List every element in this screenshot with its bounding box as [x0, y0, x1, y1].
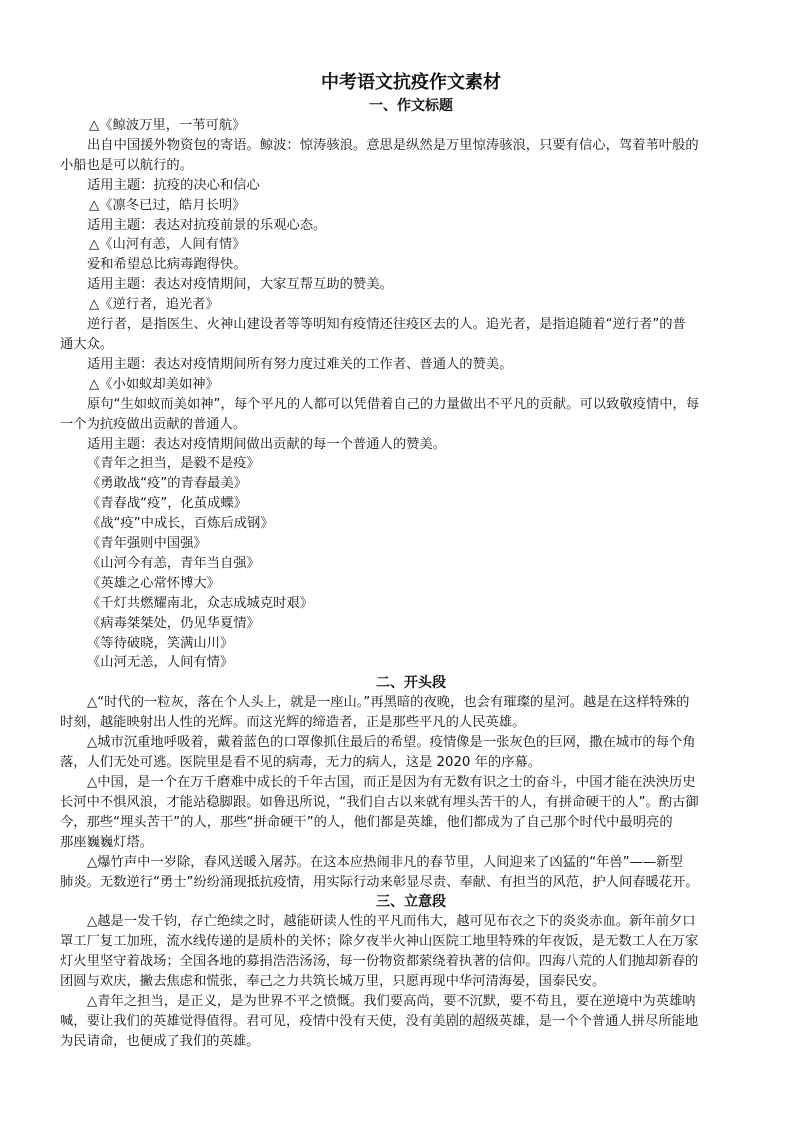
text-line: 长河中不惧风浪，才能站稳脚跟。如鲁迅所说，“我们自古以来就有埋头苦干的人，有拼命硬干的人”。酌古御 — [60, 794, 699, 810]
text-line: 爱和希望总比病毒跑得快。 — [87, 257, 247, 273]
title-item: △《山河有恙，人间有情》 — [89, 237, 246, 253]
title-item: △《小如蚁却美如神》 — [89, 376, 219, 392]
section-theme-body — [60, 912, 735, 1051]
title-list-item: 《山河无恙，人间有情》 — [87, 655, 234, 671]
text-line: 出自中国援外物资包的寄语。鲸波：惊涛骇浪。意思是纵然是万里惊涛骇浪，只要有信心，驾着苇叶般的 — [87, 137, 699, 153]
section-heading-opening: 二、开头段 — [376, 675, 446, 692]
text-line: 一个为抗疫做出贡献的普通人。 — [60, 416, 247, 432]
title-list-item: 《战“疫”中成长，百炼后成钢》 — [87, 516, 274, 532]
title-list-item: 《山河今有恙，青年当自强》 — [87, 555, 260, 571]
text-line: 团圆与欢庆，撇去焦虑和慌张，奉己之力共筑长城万里，只愿再现中华河清海晏，国泰民安。 — [60, 974, 606, 990]
title-item: △《鲸波万里，一苇可航》 — [89, 118, 246, 133]
text-line: △城市沉重地呼吸着，戴着蓝色的口罩像抓住最后的希望。疫情像是一张灰色的巨网，撒在城市的每个角 — [87, 735, 696, 751]
text-line: 落，人们无处可逃。医院里是看不见的病毒，无力的病人，这是 2020 年的序幕。 — [60, 755, 542, 771]
section-titles-body — [60, 116, 735, 673]
text-line: △青年之担当，是正义，是为世界不平之愤慨。我们要高尚，要不沉默，要不苟且，要在逆境中为英雄呐 — [87, 994, 696, 1010]
text-line: 小船也是可以航行的。 — [60, 157, 193, 173]
text-line: 适用主题：表达对抗疫前景的乐观心态。 — [87, 217, 327, 233]
section-heading-titles: 一、作文标题 — [369, 98, 453, 114]
text-line: 今，那些“埋头苦干”的人，那些“拼命硬干”的人，他们都是英雄，他们都成为了自己那个时代中最明亮的 — [60, 814, 673, 830]
text-line: 适用主题：抗疫的决心和信心 — [87, 177, 260, 193]
title-item: △《逆行者，追光者》 — [89, 297, 219, 313]
title-list-item: 《勇敢战“疫”的青春最美》 — [87, 476, 248, 492]
document-title: 中考语文抗疫作文素材 — [321, 72, 501, 93]
title-list-item: 《青年强则中国强》 — [87, 536, 207, 552]
text-line: 通大众。 — [60, 336, 114, 352]
title-list-item: 《千灯共燃耀南北，众志成城克时艰》 — [87, 595, 314, 611]
section-opening-body — [60, 693, 735, 892]
title-list-item: 《青年之担当，是毅不是疫》 — [87, 456, 260, 472]
title-list-item: 《病毒桀桀处，仍见华夏情》 — [87, 615, 260, 631]
title-list-item: 《青春战“疫”，化茧成蝶》 — [87, 496, 248, 512]
text-line: 原句“生如蚁而美如神”，每个平凡的人都可以凭借着自己的力量做出不平凡的贡献。可以致敬疫情中，每 — [87, 396, 700, 412]
text-line: 喊，要让我们的英雄觉得值得。君可见，疫情中没有天使，没有美剧的超级英雄，是一个个普通人拼尽所能地 — [60, 1013, 699, 1029]
text-line: 逆行者，是指医生、火神山建设者等等明知有疫情还往疫区去的人。追光者，是指追随着“逆行者”的普 — [87, 317, 686, 333]
text-line: 适用主题：表达对疫情期间做出贡献的每一个普通人的赞美。 — [87, 436, 447, 452]
text-line: 适用主题：表达对疫情期间所有努力度过难关的工作者、普通人的赞美。 — [87, 356, 513, 372]
text-line: △爆竹声中一岁除，春风送暖入屠苏。在这本应热闹非凡的春节里，人间迎来了凶猛的“年兽”——新型 — [87, 854, 683, 870]
text-line: △“时代的一粒灰，落在个人头上，就是一座山。”再黑暗的夜晚，也会有璀璨的星河。越是在这样特殊的 — [87, 695, 690, 711]
text-line: 为民请命，也便成了我们的英雄。 — [60, 1033, 260, 1049]
text-line: 肺炎。无数逆行“勇士”纷纷涌现抵抗疫情，用实际行动来彰显尽责、奉献、有担当的风范，护人间春暖花开。 — [60, 874, 699, 890]
text-line: 罩工厂复工加班，流水线传递的是质朴的关怀；除夕夜半火神山医院工地里特殊的年夜饭，是无数工人在万家 — [60, 934, 699, 950]
text-line: △中国，是一个在万千磨难中成长的千年古国，而正是因为有无数有识之士的奋斗，中国才能在泱泱历史 — [87, 775, 696, 790]
text-line: 灯火里坚守着战场；全国各地的募捐浩浩汤汤，每一份物资都萦绕着执著的信仰。四海八荒的人们抛却新春的 — [60, 954, 699, 970]
title-item: △《凛冬已过，皓月长明》 — [89, 197, 246, 213]
section-heading-theme: 三、立意段 — [376, 894, 446, 911]
text-line: △越是一发千钧，存亡绝续之时，越能研读人性的平凡而伟大，越可见布衣之下的炎炎赤血。新年前夕口 — [87, 914, 696, 930]
text-line: 适用主题：表达对疫情期间，大家互帮互助的赞美。 — [87, 277, 393, 293]
text-line: 那座巍巍灯塔。 — [60, 834, 154, 850]
document-content — [60, 70, 735, 1052]
title-list-item: 《等待破晓，笑满山川》 — [87, 635, 234, 651]
title-list-item: 《英雄之心常怀博大》 — [87, 575, 220, 591]
text-line: 时刻，越能映射出人性的光辉。而这光辉的缔造者，正是那些平凡的人民英雄。 — [60, 715, 526, 731]
